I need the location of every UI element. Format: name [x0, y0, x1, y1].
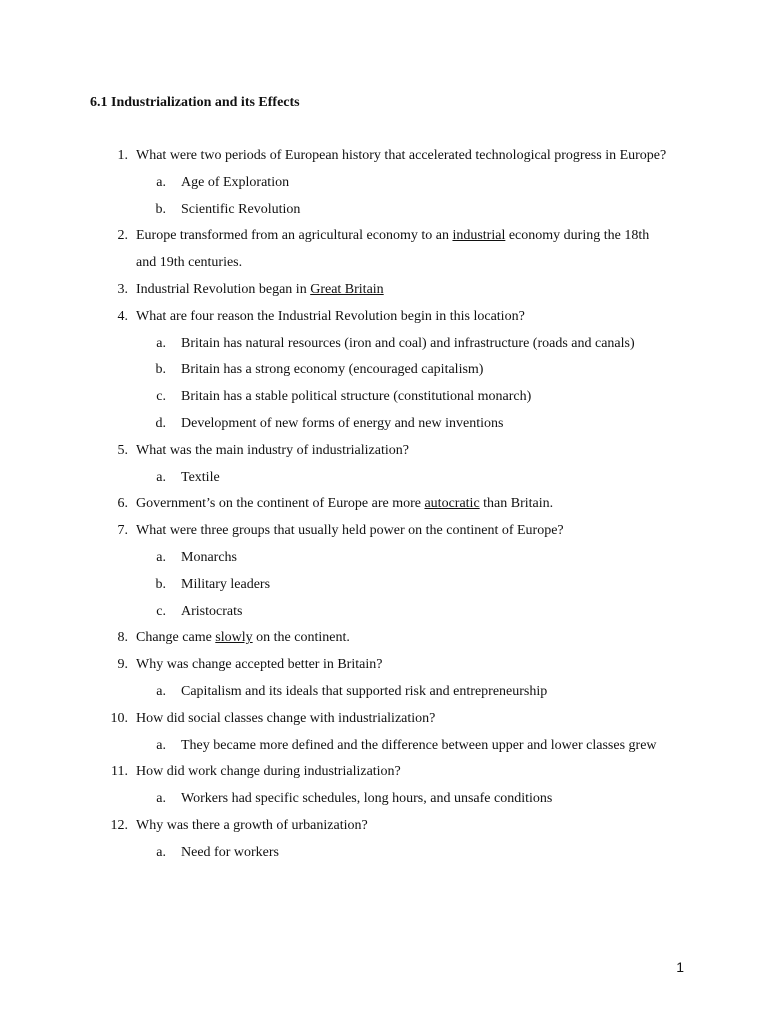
- sub-item-letter: d.: [155, 415, 166, 431]
- list-item: [0, 518, 768, 545]
- item-text: What were three groups that usually held power on the continent of Europe?: [136, 523, 564, 539]
- item-text: Industrial Revolution began in: [136, 281, 311, 297]
- sub-item-letter: b.: [155, 576, 166, 592]
- item-number: 1.: [117, 148, 128, 163]
- item-number: 11.: [111, 764, 128, 780]
- item-text: Change came: [136, 630, 216, 646]
- sub-item-text: Textile: [181, 469, 220, 485]
- item-text: Government’s on the continent of Europe are more: [136, 496, 425, 512]
- underlined-answer: slowly: [215, 630, 253, 646]
- item-number: 5.: [117, 442, 128, 458]
- item-number: 9.: [117, 657, 128, 673]
- sub-item: [0, 733, 768, 760]
- item-text: than Britain.: [479, 496, 554, 512]
- sub-item: [0, 411, 768, 438]
- sub-item: [0, 357, 768, 384]
- sub-item: [0, 331, 768, 358]
- list-item: [0, 652, 768, 679]
- item-text: on the continent.: [252, 630, 350, 646]
- sub-item-letter: a.: [156, 469, 166, 485]
- sub-item: [0, 679, 768, 706]
- list-item: [0, 759, 768, 786]
- underlined-answer: industrial: [452, 228, 506, 244]
- sub-item: [0, 170, 768, 197]
- sub-item-text: Britain has a stable political structure (constitutional monarch): [181, 389, 532, 405]
- sub-item-text: They became more defined and the difference between upper and lower classes grew: [181, 737, 657, 753]
- item-text: What were two periods of European history that accelerated technological progress in Europe?: [136, 148, 667, 163]
- sub-item: [0, 384, 768, 411]
- item-number: 12.: [110, 817, 128, 833]
- sub-item-text: Britain has a strong economy (encouraged capitalism): [181, 362, 484, 378]
- list-item: [0, 706, 768, 733]
- sub-item-letter: a.: [156, 683, 166, 699]
- list-item: [0, 813, 768, 840]
- item-number: 4.: [117, 308, 128, 324]
- sub-item-text: Scientific Revolution: [181, 201, 301, 217]
- item-number: 2.: [117, 228, 128, 244]
- underlined-answer: Great Britain: [310, 281, 384, 297]
- item-text: Europe transformed from an agricultural economy to an: [136, 228, 453, 244]
- sub-item-text: Workers had specific schedules, long hours, and unsafe conditions: [181, 791, 553, 807]
- list-item: [0, 438, 768, 465]
- question-list: [0, 143, 768, 867]
- sub-item-letter: a.: [156, 174, 166, 190]
- sub-item-letter: a.: [156, 549, 166, 565]
- sub-item: [0, 786, 768, 813]
- sub-item-letter: a.: [156, 844, 166, 860]
- sub-item: [0, 465, 768, 492]
- sub-item-text: Monarchs: [181, 549, 237, 565]
- item-number: 10.: [110, 710, 128, 726]
- sub-item-letter: a.: [156, 791, 166, 807]
- sub-item: [0, 840, 768, 867]
- sub-item-text: Military leaders: [181, 576, 271, 592]
- item-number: 7.: [117, 523, 128, 539]
- item-number: 6.: [117, 496, 128, 512]
- item-number: 3.: [117, 281, 128, 297]
- list-item: [0, 625, 768, 652]
- sub-item-letter: c.: [156, 389, 166, 405]
- sub-item-letter: a.: [156, 335, 166, 351]
- item-text: How did work change during industrialization?: [136, 764, 401, 780]
- sub-item-text: Britain has natural resources (iron and coal) and infrastructure (roads and canals): [181, 335, 635, 351]
- list-item: [0, 491, 768, 518]
- sub-item-text: Aristocrats: [181, 603, 243, 619]
- sub-item-letter: b.: [155, 362, 166, 378]
- sub-item: [0, 197, 768, 224]
- list-item: [0, 143, 768, 170]
- sub-item: [0, 545, 768, 572]
- page-number: 1: [676, 959, 684, 975]
- item-text: Why was change accepted better in Britain?: [136, 657, 383, 673]
- document-title: 6.1 Industrialization and its Effects: [90, 95, 300, 110]
- item-text: What are four reason the Industrial Revolution begin in this location?: [136, 308, 525, 324]
- sub-item-text: Need for workers: [181, 844, 279, 860]
- underlined-answer: autocratic: [424, 496, 480, 512]
- sub-item: [0, 599, 768, 626]
- item-text: economy during the 18th and 19th centuries.: [136, 228, 650, 271]
- item-text: What was the main industry of industrialization?: [136, 442, 409, 458]
- item-number: 8.: [117, 630, 128, 646]
- list-item: [0, 277, 768, 304]
- sub-item-letter: b.: [155, 201, 166, 217]
- sub-item-text: Capitalism and its ideals that supported risk and entrepreneurship: [181, 683, 548, 699]
- list-item: [0, 304, 768, 331]
- list-item: [0, 223, 768, 277]
- item-text: Why was there a growth of urbanization?: [136, 817, 368, 833]
- sub-item-text: Age of Exploration: [181, 174, 290, 190]
- item-text: How did social classes change with industrialization?: [136, 710, 436, 726]
- sub-item: [0, 572, 768, 599]
- sub-item-letter: a.: [156, 737, 166, 753]
- sub-item-text: Development of new forms of energy and new inventions: [181, 415, 504, 431]
- sub-item-letter: c.: [156, 603, 166, 619]
